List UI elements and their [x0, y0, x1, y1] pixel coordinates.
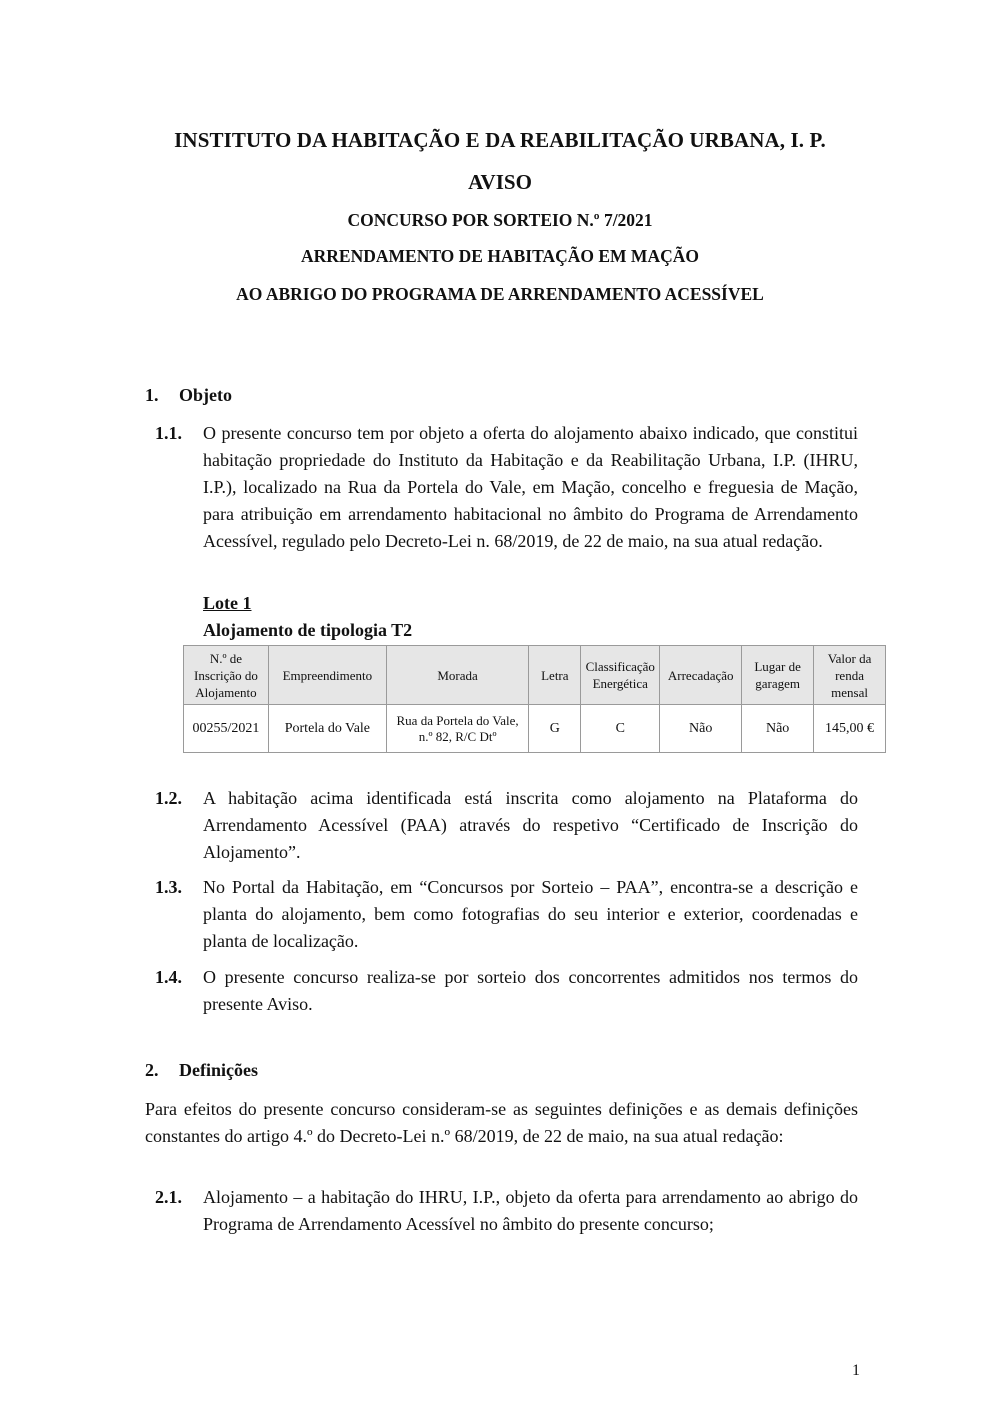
housing-table [183, 645, 886, 753]
item-2-1 [155, 1184, 858, 1238]
notice-title: AVISO [468, 170, 532, 194]
item-1-1 [155, 420, 858, 555]
cell-monthly-rent: 145,00 € [814, 705, 886, 753]
item-1-4-number: 1.4. [155, 967, 182, 987]
contest-title: CONCURSO POR SORTEIO N.º 7/2021 [347, 210, 653, 230]
header-letter: Letra [529, 646, 581, 705]
item-2-1-text: Alojamento – a habitação do IHRU, I.P., objeto da oferta para arrendamento ao abrigo do Programa de Arrendamento Acessível no âmbito do presente concurso; [203, 1187, 858, 1234]
section-2-number: 2. [145, 1060, 159, 1080]
header-registration-number: N.º de Inscrição do Alojamento [184, 646, 269, 705]
cell-address: Rua da Portela do Vale, n.º 82, R/C Dtº [386, 705, 529, 753]
institution-title: INSTITUTO DA HABITAÇÃO E DA REABILITAÇÃO URBANA, I. P. [174, 128, 826, 152]
item-1-1-text: O presente concurso tem por objeto a oferta do alojamento abaixo indicado, que constitui habitação propriedade do Instituto da Habitação e da Reabilitação Urbana, I.P. (IHRU, I.P.), localizado na Rua da Portela do Vale, em Mação, concelho e freguesia de Mação, para atribuição em arrendamento habitacional no âmbito do Programa de Arrendamento Acessível, regulado pelo Decreto-Lei n. 68/2019, de 22 de maio, na sua atual redação. [203, 423, 858, 551]
cell-storage: Não [660, 705, 742, 753]
section-1-number: 1. [145, 385, 159, 405]
item-1-2-text: A habitação acima identificada está inscrita como alojamento na Plataforma do Arrendamento Acessível (PAA) através do respetivo “Certificado de Inscrição do Alojamento”. [203, 788, 858, 862]
item-1-2 [155, 785, 858, 866]
lot-subtitle: Alojamento de tipologia T2 [203, 620, 413, 640]
section-2-intro: Para efeitos do presente concurso consideram-se as seguintes definições e as demais definições constantes do artigo 4.º do Decreto-Lei n.º 68/2019, de 22 de maio, na sua atual redação: [145, 1099, 858, 1146]
item-1-4 [155, 964, 858, 1018]
cell-garage: Não [742, 705, 814, 753]
table-header-row [184, 646, 886, 705]
cell-registration-number: 00255/2021 [184, 705, 269, 753]
item-2-1-number: 2.1. [155, 1187, 182, 1207]
item-1-4-text: O presente concurso realiza-se por sorteio dos concorrentes admitidos nos termos do presente Aviso. [203, 967, 858, 1014]
section-1-heading [145, 385, 232, 406]
header-energy-class: Classificação Energética [581, 646, 660, 705]
page-number: 1 [852, 1362, 860, 1379]
header-monthly-rent: Valor da renda mensal [814, 646, 886, 705]
header-garage: Lugar de garagem [742, 646, 814, 705]
cell-development: Portela do Vale [268, 705, 386, 753]
program-title: AO ABRIGO DO PROGRAMA DE ARRENDAMENTO ACESSÍVEL [236, 284, 764, 304]
section-1-title: Objeto [179, 385, 232, 405]
section-2-heading [145, 1060, 258, 1081]
item-1-2-number: 1.2. [155, 788, 182, 808]
section-2-title: Definições [179, 1060, 258, 1080]
cell-letter: G [529, 705, 581, 753]
subject-title: ARRENDAMENTO DE HABITAÇÃO EM MAÇÃO [301, 246, 699, 266]
item-1-3 [155, 874, 858, 955]
lot-title: Lote 1 [203, 593, 252, 613]
header-address: Morada [386, 646, 529, 705]
header-development: Empreendimento [268, 646, 386, 705]
cell-energy-class: C [581, 705, 660, 753]
item-1-1-number: 1.1. [155, 423, 182, 443]
header-storage: Arrecadação [660, 646, 742, 705]
item-1-3-text: No Portal da Habitação, em “Concursos por Sorteio – PAA”, encontra-se a descrição e planta do alojamento, bem como fotografias do seu interior e exterior, coordenadas e planta de localização. [203, 877, 858, 951]
table-row [184, 705, 886, 753]
item-1-3-number: 1.3. [155, 877, 182, 897]
